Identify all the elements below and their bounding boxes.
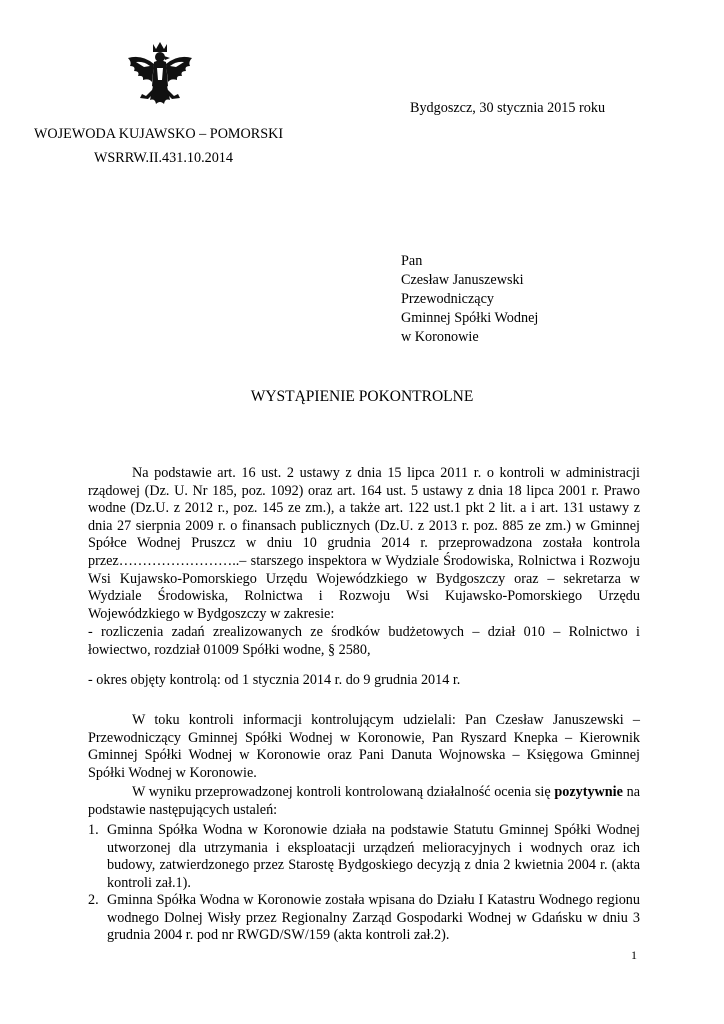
reference-number: WSRRW.II.431.10.2014 (94, 150, 233, 166)
scope-item: - rozliczenia zadań zrealizowanych ze środków budżetowych – dział 010 – Rolnictwo i łowiectwo, rozdział 01009 Spółki wodne, § 2580, (88, 624, 640, 658)
paragraph-assessment (88, 784, 640, 819)
assessment-text-after: na podstawie następujących ustaleń: (88, 784, 640, 818)
recipient-name: Czesław Januszewski (401, 272, 524, 288)
assessment-result: pozytywnie (554, 784, 623, 800)
control-period: - okres objęty kontrolą: od 1 stycznia 2014 r. do 9 grudnia 2014 r. (88, 672, 461, 688)
paragraph-legal-basis-text: Na podstawie art. 16 ust. 2 ustawy z dnia 15 lipca 2011 r. o kontroli w administracji rządowej (Dz. U. Nr 185, poz. 1092) oraz art. 164 ust. 5 ustawy z dnia 18 lipca 2001 r. Prawo wodne (Dz.U. z 2012 r., poz. 145 ze zm.), a także art. 122 ust.1 pkt 2 lit. a i art. 131 ustawy z dnia 27 sierpnia 2009 r. o finansach publicznych (Dz.U. z 2013 r. poz. 885 ze zm.) w Gminnej Spółce Wodnej Pruszcz w dniu 10 grudnia 2014 r. przeprowadzona została kontrola przez……………………..– starszego inspektora w Wydziale Środowiska, Rolnictwa i Rozwoju Wsi Kujawsko-Pomorskiego Urzędu Wojewódzkiego w Bydgoszczy oraz – sekretarza w Wydziale Środowiska, Rolnictwa i Rozwoju Wsi Kujawsko-Pomorskiego Urzędu Wojewódzkiego w Bydgoszczy w zakresie: (88, 465, 640, 622)
recipient-salutation: Pan (401, 253, 423, 269)
list-item (88, 892, 640, 945)
recipient-organization: Gminnej Spółki Wodnej (401, 310, 539, 326)
page-number: 1 (631, 948, 637, 962)
list-item-number: 1. (88, 822, 99, 838)
recipient-position: Przewodniczący (401, 291, 494, 307)
paragraph-informants-text: W toku kontroli informacji kontrolującym udzielali: Pan Czesław Januszewski – Przewodniczący Gminnej Spółki Wodnej w Koronowie, Pan Ryszard Knepka – Kierownik Gminnej Spółki Wodnej w Koronowie oraz Pani Danuta Wojnowska – Księgowa Gminnej Spółki Wodnej w Koronowie. (88, 712, 640, 781)
list-item-number: 2. (88, 892, 99, 908)
place-date: Bydgoszcz, 30 stycznia 2015 roku (410, 100, 606, 116)
list-item (88, 822, 640, 892)
recipient-block (401, 252, 538, 347)
paragraph-legal-basis (88, 465, 640, 623)
document-title: WYSTĄPIENIE POKONTROLNE (250, 388, 474, 405)
paragraph-informants (88, 712, 640, 782)
list-item-text: Gminna Spółka Wodna w Koronowie działa na podstawie Statutu Gminnej Spółki Wodnej utworzonej dla utrzymania i eksploatacji urządzeń melioracyjnych i wodnych oraz ich budowy, zatwierdzonego przez Starostę Bydgoskiego decyzją z dnia 2 kwietnia 2004 r. (akta kontroli zał.1). (107, 822, 640, 891)
eagle-emblem-icon (124, 40, 196, 116)
issuing-office: WOJEWODA KUJAWSKO – POMORSKI (34, 126, 284, 142)
assessment-text-before: W wyniku przeprowadzonej kontroli kontrolowaną działalność ocenia się (132, 784, 555, 800)
list-item-text: Gminna Spółka Wodna w Koronowie została wpisana do Działu I Katastru Wodnego regionu wodnego Dolnej Wisły przez Regionalny Zarząd Gospodarki Wodnej w Gdańsku w dniu 3 grudnia 2004 r. pod nr RWGD/SW/159 (akta kontroli zał.2). (107, 892, 640, 944)
recipient-location: w Koronowie (401, 329, 479, 345)
